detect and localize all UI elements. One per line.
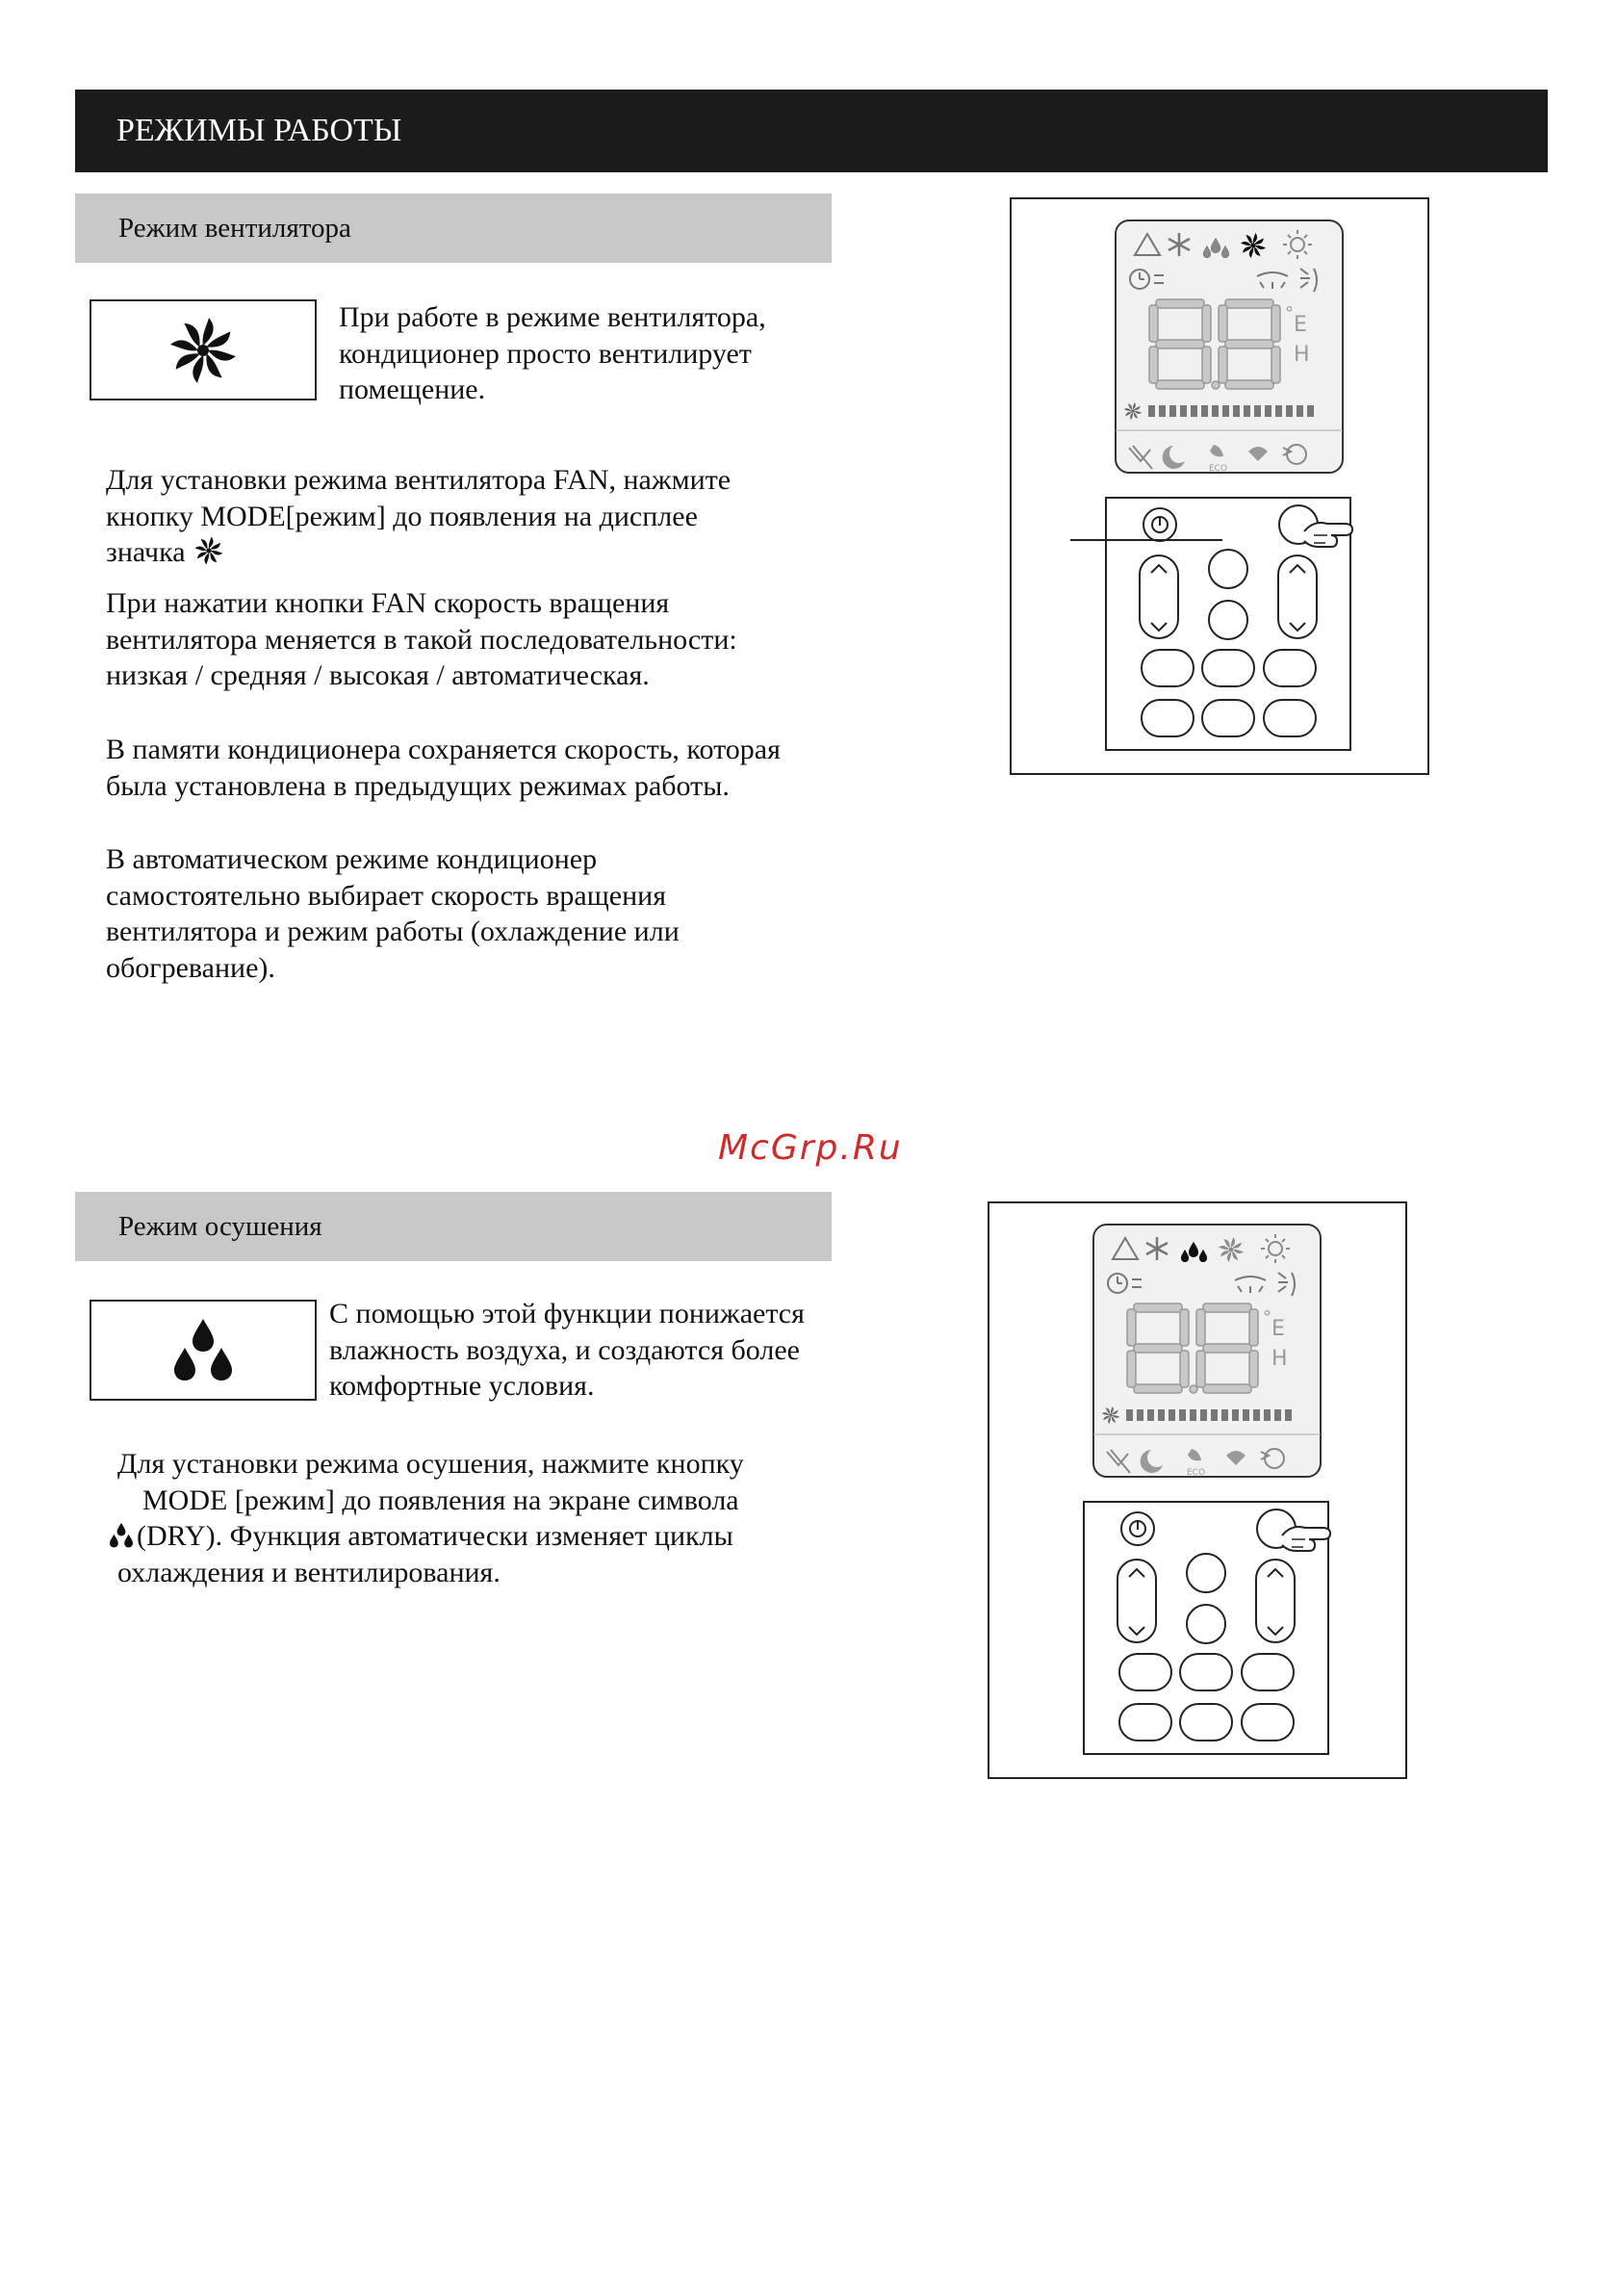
fan-memory-text: [106, 732, 781, 804]
speed-bar-segment: [1158, 1409, 1165, 1421]
text-line: влажность воздуха, и создаются более: [329, 1333, 800, 1366]
text-line: С помощью этой функции понижается: [329, 1298, 805, 1329]
text-line: При нажатии кнопки FAN скорость вращения: [106, 587, 670, 619]
speed-bar-segment: [1233, 405, 1240, 417]
speed-bar-segment: [1307, 405, 1314, 417]
speed-bar-segment: [1200, 1409, 1207, 1421]
fan-icon: [193, 534, 225, 567]
speed-bar-segment: [1232, 1409, 1239, 1421]
text-line: При работе в режиме вентилятора,: [339, 301, 766, 333]
text-line: самостоятельно выбирает скорость вращения: [106, 879, 667, 912]
page-title: РЕЖИМЫ РАБОТЫ: [75, 90, 1548, 172]
fan-setup-text: [106, 462, 731, 571]
text-line: В памяти кондиционера сохраняется скорость, которая: [106, 734, 781, 765]
speed-bar-segment: [1275, 405, 1282, 417]
speed-bar-segment: [1180, 405, 1187, 417]
speed-bar-segment: [1285, 1409, 1292, 1421]
speed-bar-segment: [1274, 1409, 1281, 1421]
text-line: вентилятора и режим работы (охлаждение или: [106, 916, 680, 947]
text-line: значка: [106, 536, 186, 568]
remote-illustration-dry: [988, 1201, 1407, 1779]
dry-intro-text: [329, 1296, 805, 1405]
speed-bar-segment: [1190, 1409, 1196, 1421]
text-line: вентилятора меняется в такой последовательности:: [106, 623, 737, 656]
speed-bar-segment: [1254, 405, 1261, 417]
speed-bar-segment: [1222, 405, 1229, 417]
text-line: Для установки режима осушения, нажмите кнопку: [117, 1448, 744, 1480]
text-line: обогревание).: [106, 951, 275, 984]
lcd-eco-label: ECO: [1209, 464, 1228, 474]
section-header-dry: Режим осушения: [75, 1192, 832, 1261]
speed-bar-segment: [1243, 1409, 1249, 1421]
speed-bar-segment: [1179, 1409, 1186, 1421]
speed-bar-segment: [1148, 405, 1155, 417]
speed-bar-segment: [1169, 1409, 1175, 1421]
speed-bar-segment: [1221, 1409, 1228, 1421]
speed-bar-segment: [1147, 1409, 1154, 1421]
speed-bar-segment: [1297, 405, 1303, 417]
speed-bar-segment: [1201, 405, 1208, 417]
lcd-eco-label: ECO: [1187, 1468, 1206, 1478]
drops-icon: [106, 1520, 137, 1551]
fan-intro-text: [339, 299, 766, 408]
text-line: была установлена в предыдущих режимах работы.: [106, 769, 730, 802]
remote-control-image: [1012, 199, 1431, 777]
dry-mode-icon-box: [90, 1300, 317, 1401]
text-line: Для установки режима вентилятора FAN, нажмите: [106, 464, 732, 496]
speed-bar-segment: [1212, 405, 1219, 417]
text-line: (DRY). Функция автоматически изменяет циклы: [137, 1520, 733, 1552]
section-header-fan: Режим вентилятора: [75, 193, 832, 263]
speed-bar-segment: [1265, 405, 1271, 417]
drops-icon: [165, 1312, 242, 1389]
speed-bar-segment: [1211, 1409, 1218, 1421]
dry-setup-text: [106, 1446, 744, 1590]
remote-control-image: [989, 1203, 1409, 1781]
text-line: охлаждения и вентилирования.: [117, 1556, 501, 1588]
watermark: McGrp.Ru: [718, 1128, 903, 1168]
speed-bar-segment: [1137, 1409, 1143, 1421]
text-line: низкая / средняя / высокая / автоматическая.: [106, 659, 650, 691]
text-line: кнопку MODE[режим] до появления на дисплее: [106, 500, 698, 532]
remote-illustration-fan: [1010, 197, 1429, 775]
speed-bar-segment: [1126, 1409, 1133, 1421]
text-line: помещение.: [339, 374, 486, 405]
pointer-line: [1070, 539, 1222, 541]
speed-bar-segment: [1286, 405, 1293, 417]
fan-auto-text: [106, 841, 680, 986]
fan-mode-icon-box: [90, 299, 317, 400]
speed-bar-segment: [1159, 405, 1166, 417]
speed-bar-segment: [1253, 1409, 1260, 1421]
speed-bar-segment: [1191, 405, 1197, 417]
speed-bar-segment: [1244, 405, 1250, 417]
text-line: MODE [режим] до появления на экране символа: [142, 1483, 739, 1516]
fan-speed-text: [106, 585, 737, 694]
speed-bar-segment: [1169, 405, 1176, 417]
text-line: В автоматическом режиме кондиционер: [106, 843, 598, 875]
fan-icon: [165, 312, 242, 389]
inactive-fan-mask: [1218, 1236, 1245, 1263]
speed-bar-segment: [1264, 1409, 1271, 1421]
text-line: кондиционер просто вентилирует: [339, 337, 752, 370]
text-line: комфортные условия.: [329, 1370, 595, 1402]
